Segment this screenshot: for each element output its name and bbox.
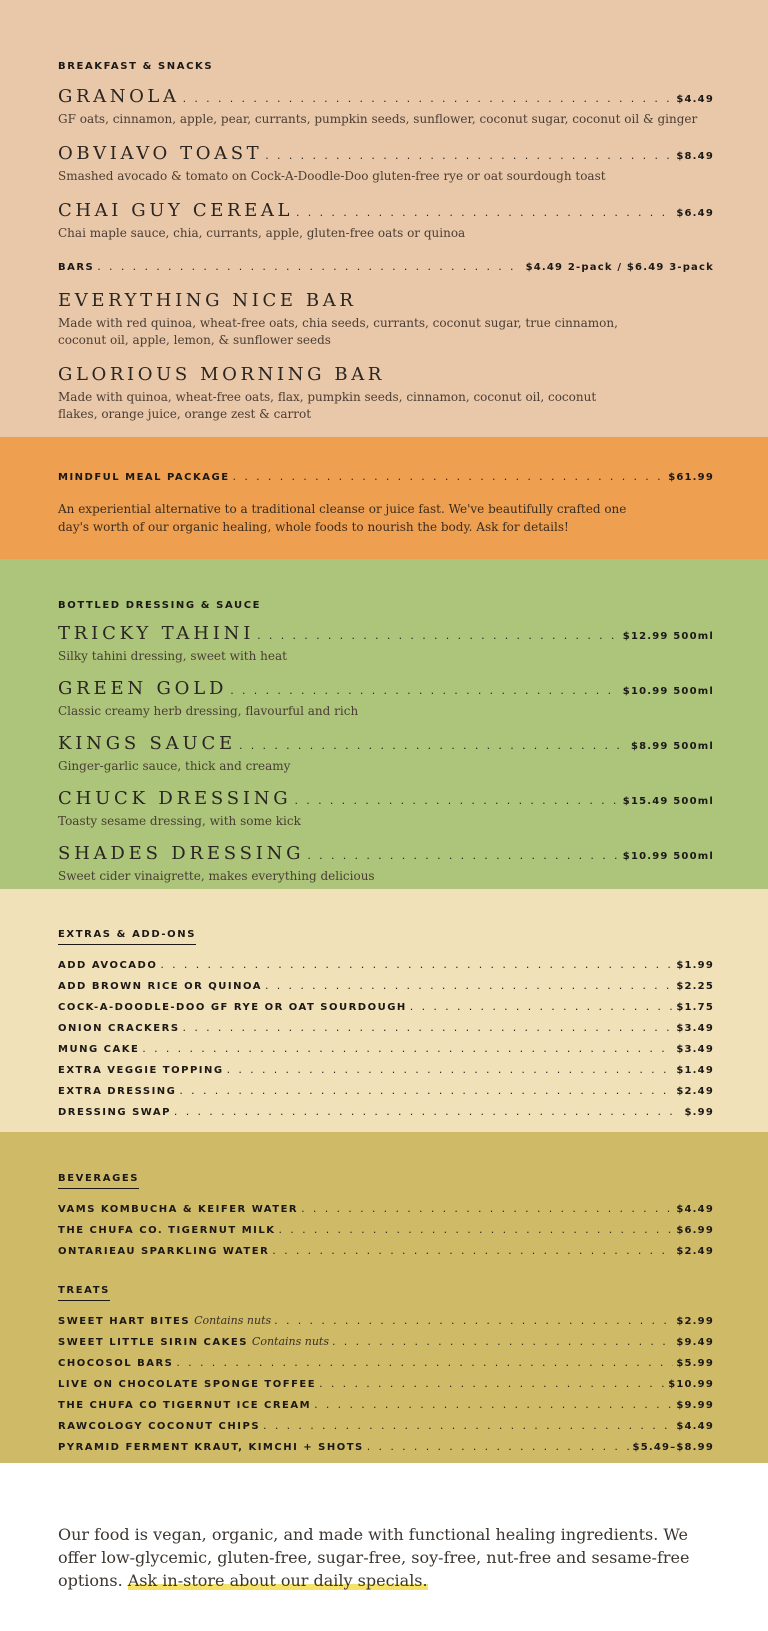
item-description: Sweet cider vinaigrette, makes everything delicious	[58, 869, 375, 883]
leader-dots	[279, 1220, 674, 1240]
item-name: RAWCOLOGY COCONUT CHIPS	[58, 1421, 261, 1432]
extras-heading: EXTRAS & ADD-ONS	[58, 928, 196, 945]
leader-dots	[274, 1311, 673, 1331]
list-item	[58, 1081, 714, 1102]
item-name: ONTARIEAU SPARKLING WATER	[58, 1246, 270, 1257]
breakfast-heading: BREAKFAST & SNACKS	[58, 61, 214, 72]
item-name: CHUCK DRESSING	[58, 788, 292, 809]
item-note: Contains nuts	[251, 1335, 329, 1348]
breakfast-list	[58, 86, 714, 242]
leader-dots	[183, 1018, 674, 1038]
item-name: ADD BROWN RICE OR QUINOA	[58, 981, 262, 992]
item-name: TRICKY TAHINI	[58, 623, 255, 644]
item-name: SWEET HART BITES Contains nuts	[58, 1314, 272, 1327]
item-price: $6.49	[676, 208, 714, 219]
item-price: $4.49	[676, 1421, 714, 1432]
item-price: $5.49–$8.99	[632, 1442, 714, 1453]
list-item	[58, 955, 714, 976]
list-item	[58, 1395, 714, 1416]
item-price: $2.25	[676, 981, 714, 992]
beverages-heading: BEVERAGES	[58, 1172, 139, 1189]
item-price: $.99	[684, 1107, 714, 1118]
bars-heading-row	[58, 257, 714, 278]
footer-text: Our food is vegan, organic, and made with functional healing ingredients. We offer low-glycemic, gluten-free, sugar-free, soy-free, nut-free and sesame-free options.	[58, 1525, 690, 1590]
bars-price: $4.49 2-pack / $6.49 3-pack	[525, 262, 714, 273]
leader-dots	[307, 849, 619, 862]
item-name: GREEN GOLD	[58, 678, 228, 699]
extras-section	[0, 889, 768, 1132]
meal-package-section	[0, 437, 768, 559]
leader-dots	[97, 257, 522, 277]
item-price: $12.99 500ml	[622, 631, 714, 642]
list-item	[58, 1060, 714, 1081]
breakfast-section	[0, 0, 768, 437]
item-price: $8.49	[676, 151, 714, 162]
leader-dots	[301, 1199, 673, 1219]
item-description: GF oats, cinnamon, apple, pear, currants, pumpkin seeds, sunflower, coconut sugar, coconut oil & ginger	[58, 112, 698, 126]
list-item	[58, 1416, 714, 1437]
item-name: KINGS SAUCE	[58, 733, 236, 754]
item-name: THE CHUFA CO TIGERNUT ICE CREAM	[58, 1400, 312, 1411]
item-name: EXTRA VEGGIE TOPPING	[58, 1065, 224, 1076]
treats-list	[58, 1311, 714, 1458]
leader-dots	[179, 1081, 673, 1101]
leader-dots	[263, 1416, 673, 1436]
item-price: $6.99	[676, 1225, 714, 1236]
item-description: Toasty sesame dressing, with some kick	[58, 814, 301, 828]
item-name: ONION CRACKERS	[58, 1023, 180, 1034]
list-item	[58, 1039, 714, 1060]
meal-package-row	[58, 467, 714, 488]
leader-dots	[265, 149, 673, 162]
item-name: GRANOLA	[58, 86, 180, 107]
list-item	[58, 1311, 714, 1332]
leader-dots	[142, 1039, 673, 1059]
menu-item	[58, 290, 714, 349]
list-item	[58, 997, 714, 1018]
leader-dots	[410, 997, 674, 1017]
footer-section	[0, 1463, 768, 1631]
menu-item	[58, 623, 714, 665]
list-item	[58, 1437, 714, 1458]
item-description: Made with red quinoa, wheat-free oats, chia seeds, currants, coconut sugar, true cinnamon, coconut oil, apple, lemon, & sunflower seeds	[58, 316, 618, 347]
treats-heading-wrap	[58, 1278, 714, 1301]
leader-dots	[295, 794, 620, 807]
leader-dots	[227, 1060, 674, 1080]
menu-item	[58, 678, 714, 720]
item-price: $9.49	[676, 1337, 714, 1348]
meal-package-description: An experiential alternative to a traditional cleanse or juice fast. We've beautifully crafted one day's worth of our organic healing, whole foods to nourish the body. Ask for details!	[58, 502, 627, 534]
item-name: ADD AVOCADO	[58, 960, 158, 971]
leader-dots	[257, 629, 620, 642]
leader-dots	[176, 1353, 673, 1373]
item-description: Ginger-garlic sauce, thick and creamy	[58, 759, 291, 773]
item-name: MUNG CAKE	[58, 1044, 140, 1055]
item-note: Contains nuts	[194, 1314, 272, 1327]
item-price: $2.99	[676, 1316, 714, 1327]
bars-heading: BARS	[58, 262, 95, 273]
list-item	[58, 1353, 714, 1374]
leader-dots	[296, 206, 673, 219]
list-item	[58, 1241, 714, 1262]
leader-dots	[319, 1374, 665, 1394]
list-item	[58, 1374, 714, 1395]
leader-dots	[332, 1332, 673, 1352]
list-item	[58, 1199, 714, 1220]
item-name: LIVE ON CHOCOLATE SPONGE TOFFEE	[58, 1379, 317, 1390]
list-item	[58, 1018, 714, 1039]
footer-highlight: Ask in-store about our daily specials.	[127, 1571, 428, 1590]
item-name: GLORIOUS MORNING BAR	[58, 364, 385, 385]
bottled-heading: BOTTLED DRESSING & SAUCE	[58, 600, 262, 611]
item-price: $4.49	[676, 1204, 714, 1215]
item-price: $8.99 500ml	[630, 741, 714, 752]
menu-item	[58, 788, 714, 830]
menu-item	[58, 843, 714, 885]
item-price: $3.49	[676, 1023, 714, 1034]
item-price: $10.99 500ml	[622, 686, 714, 697]
leader-dots	[272, 1241, 673, 1261]
item-description: Silky tahini dressing, sweet with heat	[58, 649, 287, 663]
leader-dots	[265, 976, 673, 996]
item-description: Classic creamy herb dressing, flavourful and rich	[58, 704, 359, 718]
item-name: THE CHUFA CO. TIGERNUT MILK	[58, 1225, 276, 1236]
item-price: $1.49	[676, 1065, 714, 1076]
item-name: EXTRA DRESSING	[58, 1086, 177, 1097]
item-price: $5.99	[676, 1358, 714, 1369]
item-name: OBVIAVO TOAST	[58, 143, 263, 164]
item-price: $9.99	[676, 1400, 714, 1411]
list-item	[58, 1220, 714, 1241]
item-name: VAMS KOMBUCHA & KEIFER WATER	[58, 1204, 299, 1215]
item-description: Chai maple sauce, chia, currants, apple, gluten-free oats or quinoa	[58, 226, 466, 240]
list-item	[58, 1332, 714, 1353]
item-name: DRESSING SWAP	[58, 1107, 171, 1118]
menu-item	[58, 143, 714, 185]
meal-package-price: $61.99	[668, 472, 714, 483]
item-name: PYRAMID FERMENT KRAUT, KIMCHI + SHOTS	[58, 1442, 364, 1453]
leader-dots	[233, 467, 666, 487]
item-name: SHADES DRESSING	[58, 843, 305, 864]
menu-item	[58, 733, 714, 775]
item-price: $2.49	[676, 1086, 714, 1097]
footer-statement	[58, 1523, 718, 1592]
item-price: $10.99 500ml	[622, 851, 714, 862]
treats-heading: TREATS	[58, 1284, 110, 1301]
item-name: COCK-A-DOODLE-DOO GF RYE OR OAT SOURDOUGH	[58, 1002, 407, 1013]
bottled-section	[0, 559, 768, 889]
item-name: EVERYTHING NICE BAR	[58, 290, 357, 311]
beverages-list	[58, 1199, 714, 1262]
item-description: Made with quinoa, wheat-free oats, flax, pumpkin seeds, cinnamon, coconut oil, coconut flakes, orange juice, orange zest & carrot	[58, 390, 597, 421]
item-description: Smashed avocado & tomato on Cock-A-Doodle-Doo gluten-free rye or oat sourdough toast	[58, 169, 606, 183]
item-price: $3.49	[676, 1044, 714, 1055]
meal-package-heading: MINDFUL MEAL PACKAGE	[58, 472, 230, 483]
leader-dots	[314, 1395, 673, 1415]
leader-dots	[174, 1102, 682, 1122]
item-price: $2.49	[676, 1246, 714, 1257]
bottled-list	[58, 623, 714, 885]
menu-item	[58, 364, 714, 423]
item-price: $10.99	[668, 1379, 714, 1390]
leader-dots	[367, 1437, 630, 1457]
menu-item	[58, 86, 714, 128]
leader-dots	[160, 955, 673, 975]
list-item	[58, 1102, 714, 1123]
leader-dots	[239, 739, 628, 752]
leader-dots	[230, 684, 620, 697]
item-name: CHAI GUY CEREAL	[58, 200, 294, 221]
item-name: SWEET LITTLE SIRIN CAKES Contains nuts	[58, 1335, 329, 1348]
beverages-section	[0, 1132, 768, 1463]
list-item	[58, 976, 714, 997]
leader-dots	[183, 92, 674, 105]
item-name: CHOCOSOL BARS	[58, 1358, 174, 1369]
item-price: $1.99	[676, 960, 714, 971]
extras-list	[58, 955, 714, 1123]
item-price: $1.75	[676, 1002, 714, 1013]
bars-list	[58, 290, 714, 423]
item-price: $15.49 500ml	[622, 796, 714, 807]
menu-item	[58, 200, 714, 242]
item-price: $4.49	[676, 94, 714, 105]
